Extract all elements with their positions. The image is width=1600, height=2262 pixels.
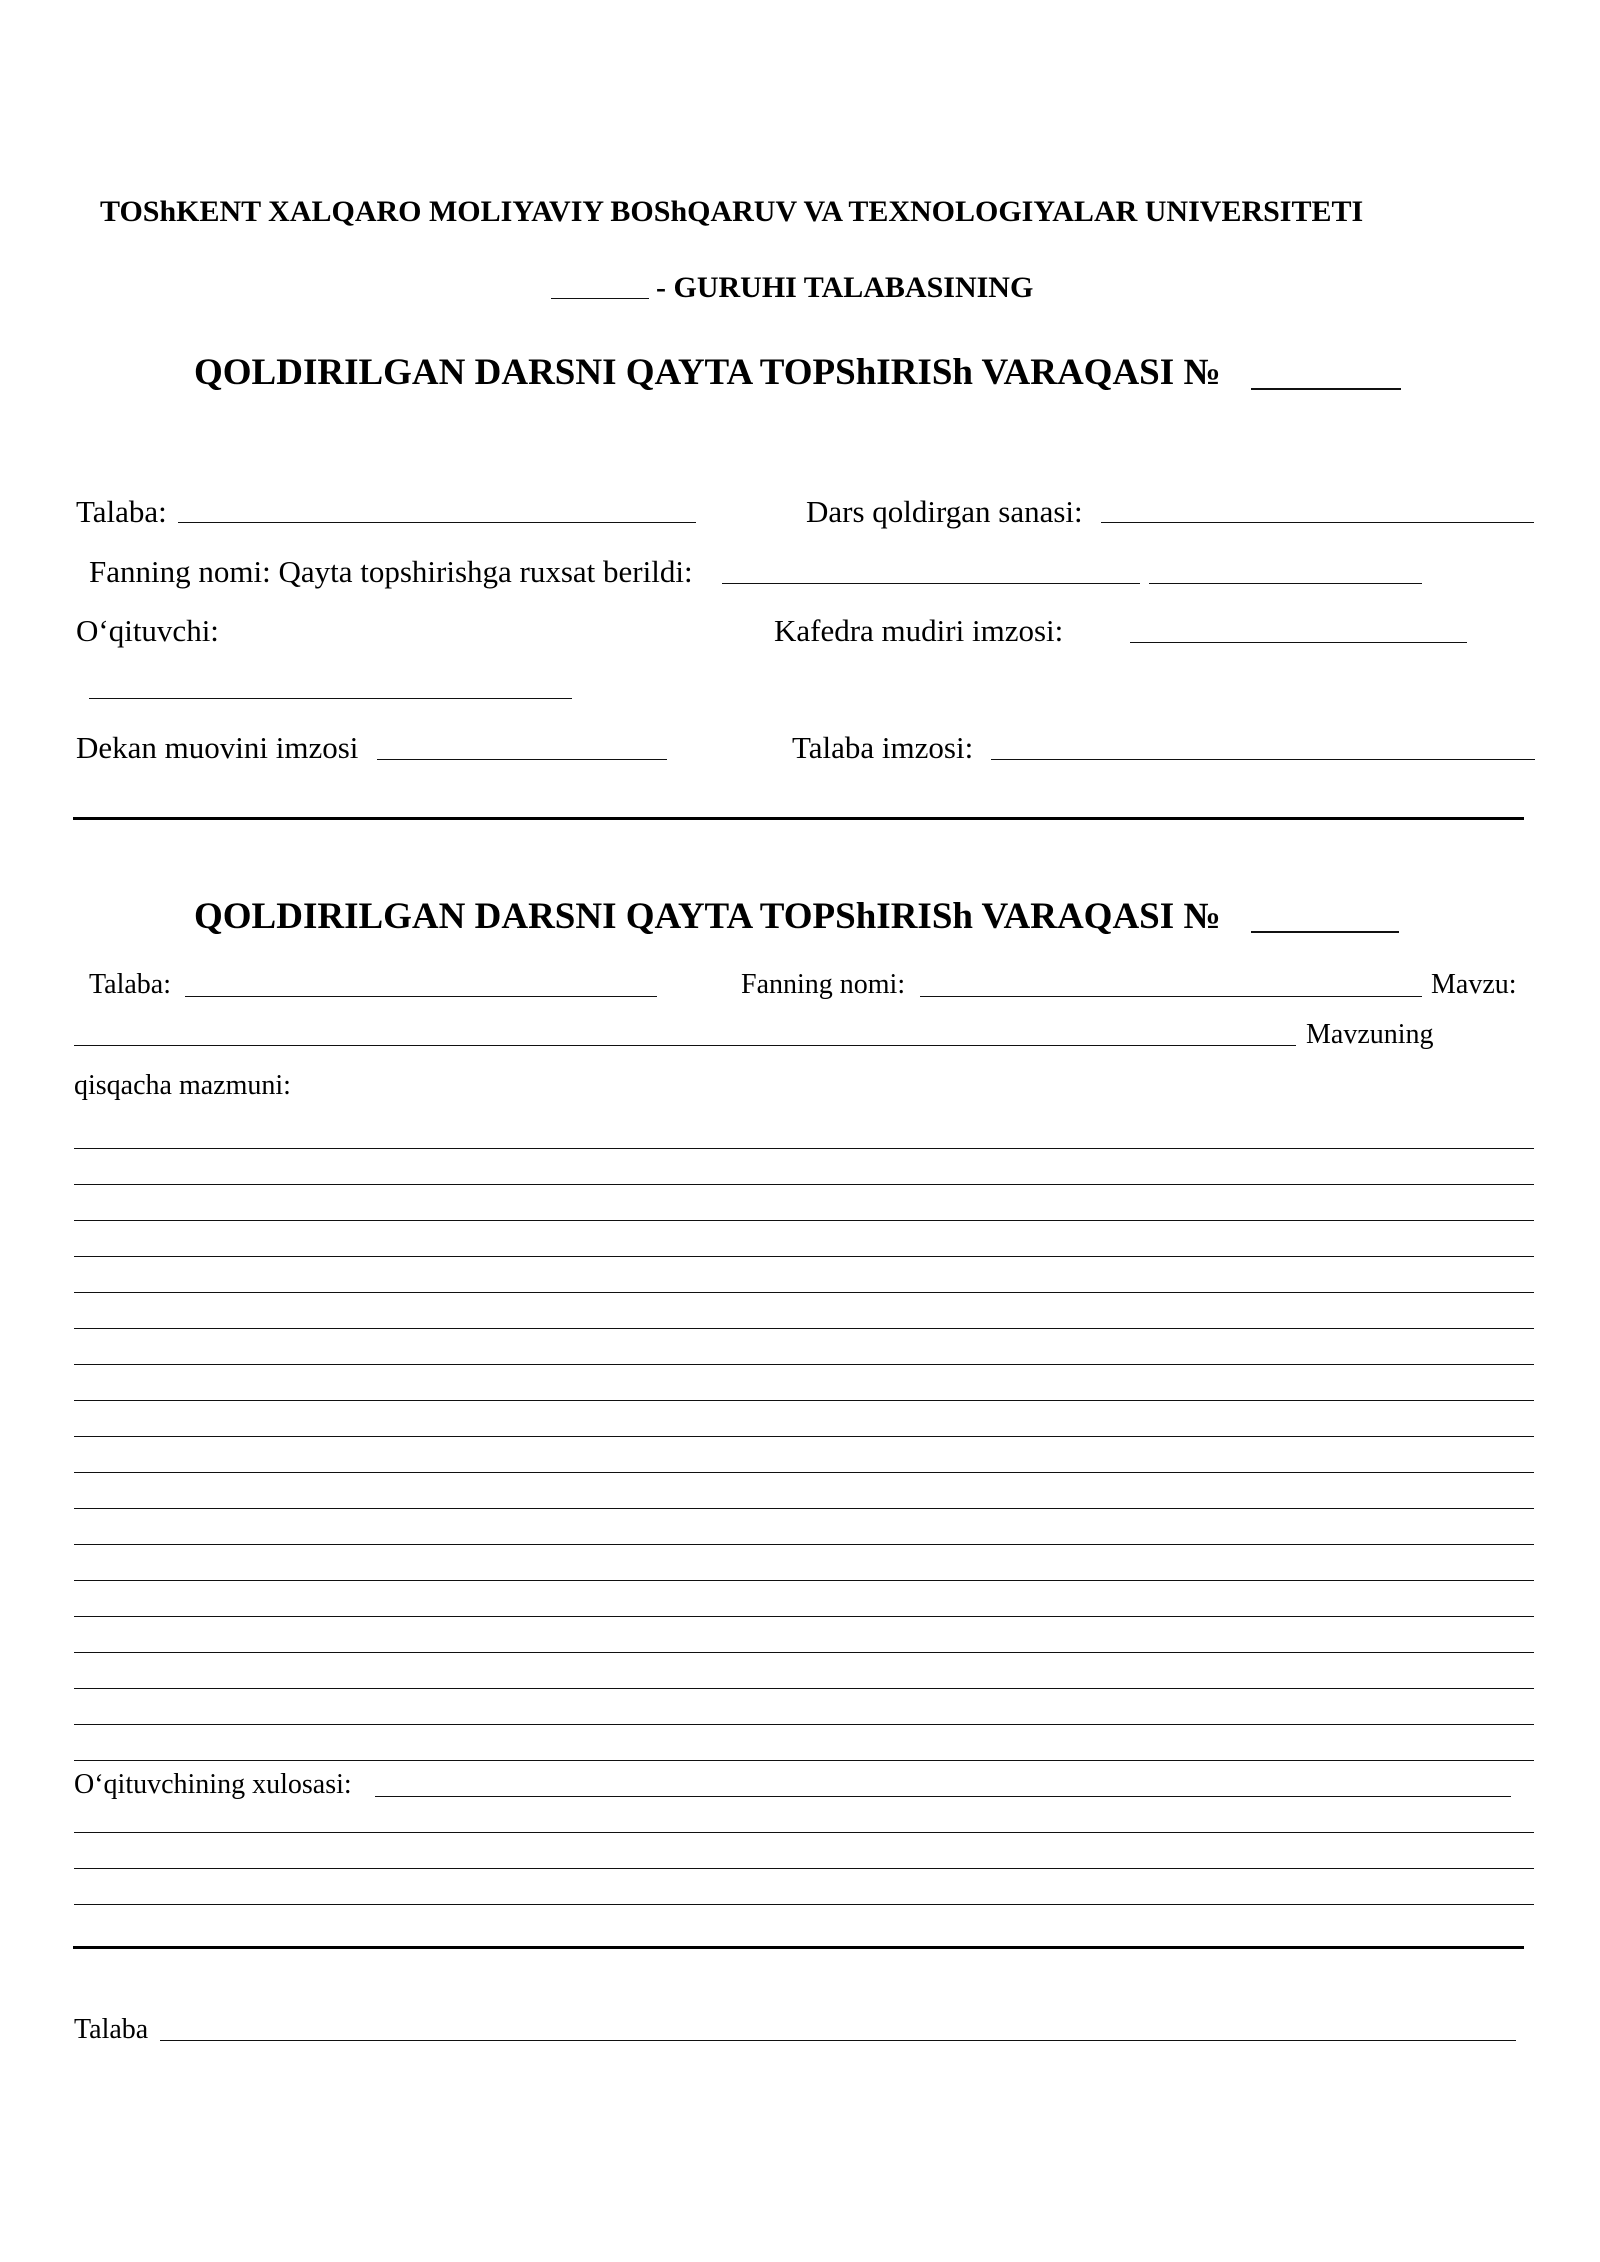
dean-signature-field[interactable]	[377, 759, 667, 760]
teacher-name-field[interactable]	[89, 698, 572, 699]
sheet-title-2: QOLDIRILGAN DARSNI QAYTA TOPShIRISh VARAQASI №	[194, 896, 1221, 937]
summary-line[interactable]	[74, 1508, 1534, 1509]
summary-line[interactable]	[74, 1184, 1534, 1185]
summary-line[interactable]	[74, 1220, 1534, 1221]
summary-line[interactable]	[74, 1256, 1534, 1257]
conclusion-line[interactable]	[74, 1868, 1534, 1869]
summary-line[interactable]	[74, 1472, 1534, 1473]
section-divider-2	[73, 1946, 1524, 1949]
summary-line[interactable]	[74, 1328, 1534, 1329]
summary-line[interactable]	[74, 1724, 1534, 1725]
summary-line[interactable]	[74, 1436, 1534, 1437]
subject-permission-label: Fanning nomi: Qayta topshirishga ruxsat berildi:	[89, 554, 693, 589]
conclusion-label: O‘qituvchining xulosasi:	[74, 1769, 352, 1800]
summary-line[interactable]	[74, 1544, 1534, 1545]
permission-field[interactable]	[1149, 583, 1422, 584]
student-label: Talaba:	[76, 494, 167, 529]
sheet-title-1: QOLDIRILGAN DARSNI QAYTA TOPShIRISh VARAQASI №	[194, 352, 1221, 393]
summary-line[interactable]	[74, 1616, 1534, 1617]
student-name-field-3[interactable]	[160, 2040, 1516, 2041]
student-name-field[interactable]	[178, 522, 696, 523]
summary-label-part2: qisqacha mazmuni:	[74, 1070, 291, 1101]
head-signature-field[interactable]	[1130, 642, 1467, 643]
head-signature-label: Kafedra mudiri imzosi:	[774, 613, 1064, 648]
student-name-field-2[interactable]	[185, 996, 657, 997]
conclusion-line[interactable]	[74, 1832, 1534, 1833]
missed-date-label: Dars qoldirgan sanasi:	[806, 494, 1083, 529]
sheet-number-blank-1[interactable]	[1251, 388, 1401, 390]
student-label-3: Talaba	[74, 2014, 149, 2045]
group-blank[interactable]	[551, 298, 649, 299]
conclusion-field[interactable]	[375, 1796, 1511, 1797]
summary-line[interactable]	[74, 1292, 1534, 1293]
conclusion-line[interactable]	[74, 1904, 1534, 1905]
university-name: TOShKENT XALQARO MOLIYAVIY BOShQARUV VA TEXNOLOGIYALAR UNIVERSITETI	[100, 195, 1364, 228]
group-line: - GURUHI TALABASINING	[656, 271, 1034, 304]
summary-line[interactable]	[74, 1364, 1534, 1365]
topic-field[interactable]	[74, 1045, 1296, 1046]
dean-signature-label: Dekan muovini imzosi	[76, 730, 359, 765]
sheet-number-blank-2[interactable]	[1251, 931, 1399, 933]
summary-line[interactable]	[74, 1580, 1534, 1581]
subject-label-2: Fanning nomi:	[741, 969, 906, 1000]
summary-label-part1: Mavzuning	[1306, 1019, 1434, 1050]
summary-line[interactable]	[74, 1148, 1534, 1149]
teacher-label: O‘qituvchi:	[76, 613, 219, 648]
summary-line[interactable]	[74, 1400, 1534, 1401]
subject-name-field-2[interactable]	[920, 996, 1422, 997]
summary-line[interactable]	[74, 1760, 1534, 1761]
section-divider-1	[73, 817, 1524, 820]
summary-line[interactable]	[74, 1688, 1534, 1689]
subject-name-field[interactable]	[722, 583, 1140, 584]
student-signature-label: Talaba imzosi:	[792, 730, 974, 765]
missed-date-field[interactable]	[1101, 522, 1534, 523]
summary-line[interactable]	[74, 1652, 1534, 1653]
student-label-2: Talaba:	[89, 969, 171, 1000]
student-signature-field[interactable]	[991, 759, 1535, 760]
topic-label: Mavzu:	[1431, 969, 1517, 1000]
